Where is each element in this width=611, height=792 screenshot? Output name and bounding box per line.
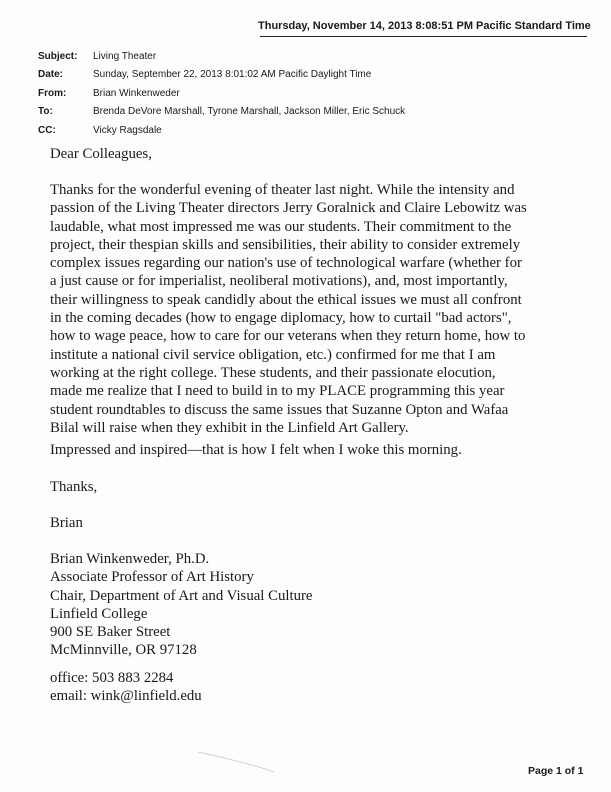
cc-label: CC: [38, 124, 56, 136]
date-value: Sunday, September 22, 2013 8:01:02 AM Pacific Daylight Time [93, 69, 372, 81]
header-divider [260, 36, 587, 37]
email-address: email: wink@linfield.edu [50, 688, 202, 705]
cc-value: Vicky Ragsdale [93, 124, 162, 136]
paragraph-line: complex issues regarding our nation's use of technological warfare (whether for [50, 255, 522, 272]
email-to-row [38, 106, 405, 124]
greeting: Dear Colleagues, [50, 146, 152, 162]
body-paragraph-1 [50, 181, 550, 437]
paragraph-line: project, their thespian skills and sensibilities, their ability to consider extremely [50, 236, 521, 253]
signature-line: Brian Winkenweder, Ph.D. [50, 551, 210, 567]
body-paragraph-2: Impressed and inspired—that is how I felt when I woke this morning. [50, 442, 462, 458]
contact-block [50, 669, 550, 706]
paragraph-line: in the coming decades (how to engage diplomacy, how to curtail "bad actors", [50, 310, 512, 327]
to-value: Brenda DeVore Marshall, Tyrone Marshall, Jackson Miller, Eric Schuck [93, 106, 406, 118]
email-subject-row [38, 51, 405, 69]
paragraph-line: institute a national civil service obligation, etc.) confirmed for me that I am [50, 346, 496, 363]
scan-artifact-mark [196, 748, 276, 774]
date-label: Date: [38, 69, 64, 81]
signature-line: 900 SE Baker Street [50, 624, 171, 641]
subject-value: Living Theater [93, 51, 157, 62]
subject-label: Subject: [38, 51, 78, 62]
from-label: From: [38, 87, 67, 99]
signature-block [50, 550, 550, 660]
paragraph-line: working at the right college. These students, and their passionate elocution, [50, 364, 496, 381]
paragraph-line: made me realize that I need to build in to my PLACE programming this year [50, 383, 505, 400]
email-header [38, 51, 405, 143]
email-date-row [38, 69, 405, 87]
paragraph-line: Bilal will raise when they exhibit in the Linfield Art Gallery. [50, 419, 409, 436]
paragraph-line: their willingness to speak candidly about the ethical issues we must all confront [50, 291, 522, 308]
closing: Thanks, [50, 479, 98, 495]
from-value: Brian Winkenweder [93, 87, 180, 99]
paragraph-line: Thanks for the wonderful evening of theater last night. While the intensity and [50, 182, 515, 198]
signoff: Brian [50, 515, 83, 531]
paragraph-line: passion of the Living Theater directors Jerry Goralnick and Claire Lebowitz was [50, 200, 527, 217]
signature-line: McMinnville, OR 97128 [50, 642, 197, 659]
print-timestamp: Thursday, November 14, 2013 8:08:51 PM Pacific Standard Time [258, 20, 591, 32]
signature-line: Linfield College [50, 605, 148, 622]
signature-line: Associate Professor of Art History [50, 569, 254, 586]
email-from-row [38, 88, 405, 106]
paragraph-line: a just cause or for imperialist, neoliberal motivations), and, most importantly, [50, 273, 508, 290]
email-cc-row [38, 125, 405, 143]
signature-line: Chair, Department of Art and Visual Culture [50, 587, 313, 604]
paragraph-line: how to wage peace, how to care for our veterans when they return home, how to [50, 328, 526, 345]
paragraph-line: student roundtables to discuss the same issues that Suzanne Opton and Wafaa [50, 401, 509, 418]
page-number: Page 1 of 1 [528, 765, 584, 777]
office-phone: office: 503 883 2284 [50, 670, 174, 686]
paragraph-line: laudable, what most impressed me was our students. Their commitment to the [50, 218, 512, 235]
to-label: To: [38, 106, 53, 118]
